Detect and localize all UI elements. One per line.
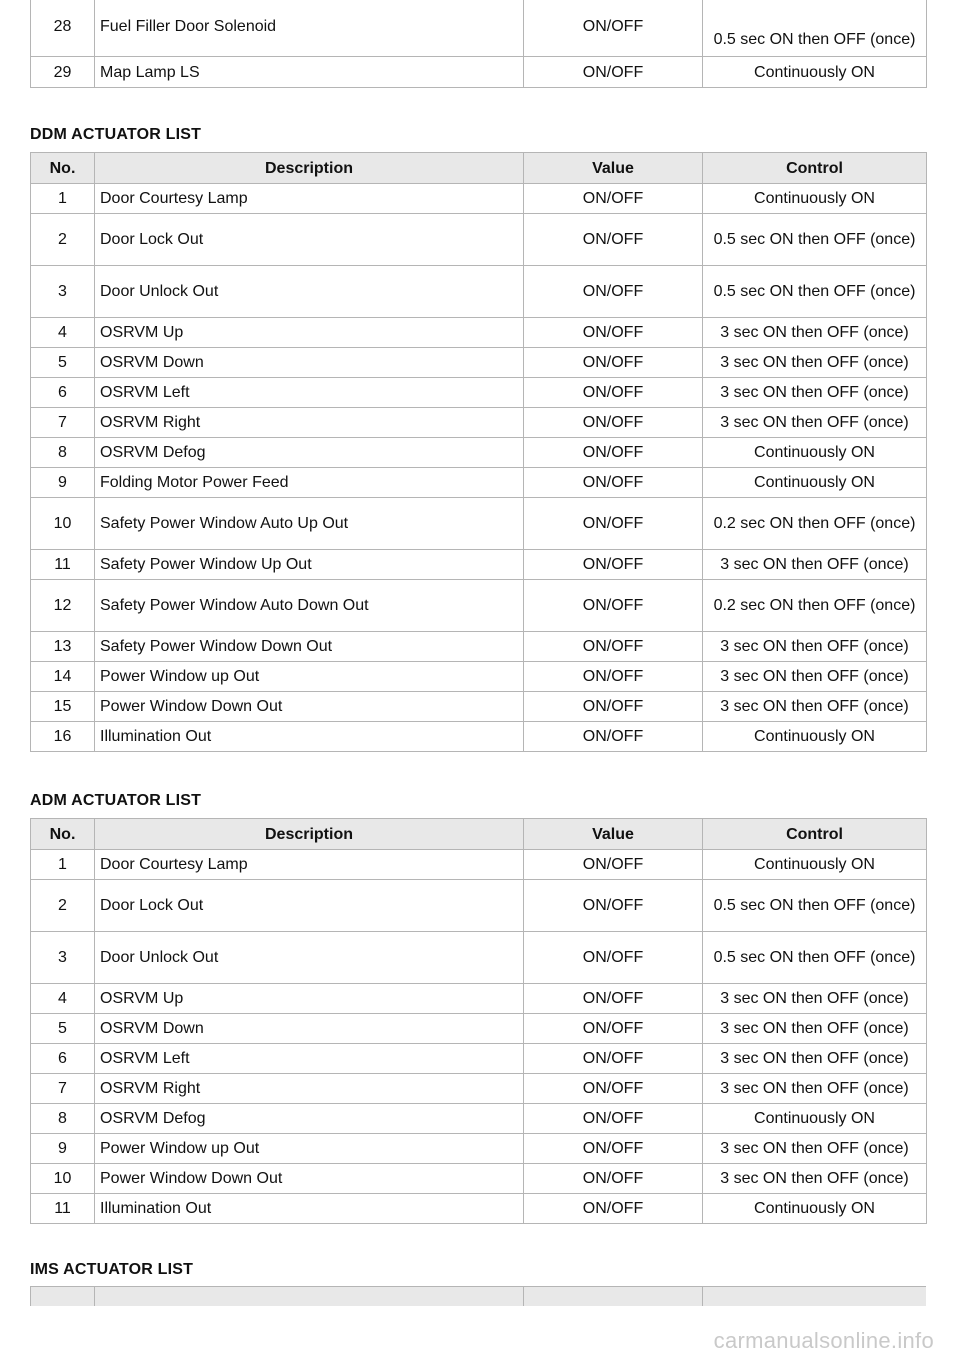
row-value: ON/OFF: [582, 949, 644, 966]
row-description: OSRVM Down: [100, 354, 204, 371]
row-description: Safety Power Window Auto Up Out: [100, 515, 349, 532]
ims-actuator-table: [30, 1286, 926, 1306]
table-row: [31, 850, 927, 880]
row-control: Continuously ON: [754, 444, 875, 461]
header-value: Value: [524, 819, 703, 850]
row-description: Door Courtesy Lamp: [100, 856, 248, 873]
row-control: 3 sec ON then OFF (once): [720, 384, 909, 401]
table-row: [31, 348, 927, 378]
table-header-row: [31, 819, 927, 850]
previous-actuator-table: [30, 0, 927, 88]
row-value: ON/OFF: [582, 556, 644, 573]
row-control: 3 sec ON then OFF (once): [720, 1140, 909, 1157]
row-number: 3: [58, 283, 67, 300]
row-control: 3 sec ON then OFF (once): [720, 1050, 909, 1067]
row-value: ON/OFF: [582, 1200, 644, 1217]
row-value: ON/OFF: [582, 354, 644, 371]
row-description: OSRVM Up: [100, 990, 184, 1007]
row-value: ON/OFF: [582, 990, 644, 1007]
table-row: [31, 57, 927, 88]
ims-table-stub: [30, 1286, 926, 1306]
table-row: [31, 1014, 927, 1044]
row-value: ON/OFF: [582, 324, 644, 341]
row-description: OSRVM Defog: [100, 1110, 206, 1127]
row-description: Power Window Down Out: [100, 1170, 283, 1187]
row-number: 4: [58, 324, 67, 341]
row-number: 8: [58, 444, 67, 461]
row-number: 6: [58, 384, 67, 401]
row-value: ON/OFF: [582, 1080, 644, 1097]
table-row: [31, 984, 927, 1014]
row-description: Illumination Out: [100, 1200, 212, 1217]
row-description: Door Unlock Out: [100, 949, 219, 966]
row-value: ON/OFF: [582, 668, 644, 685]
table-row: [31, 184, 927, 214]
row-value: ON/OFF: [582, 856, 644, 873]
row-control: 0.5 sec ON then OFF (once): [713, 897, 916, 914]
row-control: 3 sec ON then OFF (once): [720, 1020, 909, 1037]
row-number: 5: [58, 354, 67, 371]
row-description: OSRVM Right: [100, 1080, 201, 1097]
table-row: [31, 438, 927, 468]
row-description: OSRVM Defog: [100, 444, 206, 461]
row-control: 3 sec ON then OFF (once): [720, 990, 909, 1007]
row-control: 0.2 sec ON then OFF (once): [713, 597, 916, 614]
row-control: 3 sec ON then OFF (once): [720, 324, 909, 341]
table-row: [31, 662, 927, 692]
row-number: 10: [53, 1170, 72, 1187]
row-value: ON/OFF: [582, 698, 644, 715]
row-number: 5: [58, 1020, 67, 1037]
table-row: [31, 1104, 927, 1134]
row-number: 28: [31, 0, 95, 57]
row-description: OSRVM Down: [100, 1020, 204, 1037]
row-number: 11: [54, 1200, 71, 1217]
row-value: ON/OFF: [582, 384, 644, 401]
table-row: [31, 1044, 927, 1074]
table-row: [31, 318, 927, 348]
table-row: [31, 468, 927, 498]
row-control: 0.5 sec ON then OFF (once): [713, 231, 916, 248]
header-control: Control: [703, 819, 927, 850]
ddm-actuator-table: [30, 152, 927, 752]
row-description: Door Unlock Out: [100, 283, 219, 300]
row-value: ON/OFF: [582, 231, 644, 248]
row-control: 3 sec ON then OFF (once): [720, 668, 909, 685]
adm-table-body: [31, 850, 927, 1224]
table-row: [31, 632, 927, 662]
row-control: Continuously ON: [754, 63, 875, 81]
row-control: 0.2 sec ON then OFF (once): [713, 515, 916, 532]
row-control: 3 sec ON then OFF (once): [720, 1170, 909, 1187]
row-value: ON/OFF: [582, 1170, 644, 1187]
watermark-text: carmanualsonline.info: [713, 1328, 934, 1353]
row-number: 29: [31, 57, 95, 88]
table-row: [31, 1074, 927, 1104]
row-number: 2: [58, 897, 67, 914]
row-control: Continuously ON: [754, 728, 875, 745]
table-row: [31, 0, 927, 57]
row-number: 1: [58, 856, 67, 873]
table-row: [31, 266, 927, 318]
table-row: [31, 880, 927, 932]
row-description: Safety Power Window Up Out: [100, 556, 312, 573]
row-number: 9: [58, 474, 67, 491]
row-control: 0.5 sec ON then OFF (once): [713, 31, 916, 48]
row-control: 3 sec ON then OFF (once): [720, 556, 909, 573]
row-value: ON/OFF: [582, 190, 644, 207]
ddm-section-title: DDM ACTUATOR LIST: [30, 126, 202, 143]
row-number: 8: [58, 1110, 67, 1127]
table-row: [31, 550, 927, 580]
row-description: Power Window Down Out: [100, 698, 283, 715]
row-number: 12: [53, 597, 72, 614]
row-description: Folding Motor Power Feed: [100, 474, 289, 491]
row-value: ON/OFF: [524, 57, 703, 88]
adm-actuator-table: [30, 818, 927, 1224]
header-control: Control: [703, 153, 927, 184]
table-header-row: [31, 153, 927, 184]
header-no: No.: [31, 819, 95, 850]
row-number: 16: [53, 728, 72, 745]
row-control: Continuously ON: [754, 1200, 875, 1217]
table-row: [31, 1194, 927, 1224]
row-description: Power Window up Out: [100, 1140, 260, 1157]
row-control: Continuously ON: [754, 190, 875, 207]
row-control: Continuously ON: [754, 474, 875, 491]
row-description: Door Courtesy Lamp: [100, 190, 248, 207]
row-number: 9: [58, 1140, 67, 1157]
row-value: ON/OFF: [582, 474, 644, 491]
row-number: 15: [53, 698, 72, 715]
adm-section-title: ADM ACTUATOR LIST: [30, 792, 202, 809]
row-number: 6: [58, 1050, 67, 1067]
table-row: [31, 1134, 927, 1164]
row-value: ON/OFF: [582, 597, 644, 614]
table-row: [31, 214, 927, 266]
row-description: Door Lock Out: [100, 231, 204, 248]
row-description: Door Lock Out: [100, 897, 204, 914]
previous-table-clip: [0, 0, 960, 98]
row-number: 10: [53, 515, 72, 532]
row-control: 3 sec ON then OFF (once): [720, 638, 909, 655]
row-value: ON/OFF: [582, 638, 644, 655]
row-description: OSRVM Up: [100, 324, 184, 341]
row-number: 13: [53, 638, 72, 655]
table-row: [31, 722, 927, 752]
row-value: ON/OFF: [582, 1050, 644, 1067]
row-description: Map Lamp LS: [95, 57, 524, 88]
row-number: 4: [58, 990, 67, 1007]
table-row: [31, 692, 927, 722]
header-description: Description: [95, 819, 524, 850]
table-row: [31, 408, 927, 438]
header-value: Value: [524, 153, 703, 184]
row-control: Continuously ON: [754, 1110, 875, 1127]
row-number: 1: [58, 190, 67, 207]
row-value: ON/OFF: [582, 515, 644, 532]
row-control: 0.5 sec ON then OFF (once): [713, 283, 916, 300]
row-value: ON/OFF: [582, 1140, 644, 1157]
row-value: ON/OFF: [524, 0, 703, 57]
row-description: Safety Power Window Down Out: [100, 638, 333, 655]
row-control: Continuously ON: [754, 856, 875, 873]
header-description: Description: [95, 153, 524, 184]
table-row: [31, 580, 927, 632]
row-control: 0.5 sec ON then OFF (once): [713, 949, 916, 966]
row-control: 3 sec ON then OFF (once): [720, 698, 909, 715]
row-description: OSRVM Right: [100, 414, 201, 431]
row-number: 3: [58, 949, 67, 966]
table-row: [31, 498, 927, 550]
header-no: No.: [31, 153, 95, 184]
row-value: ON/OFF: [582, 1020, 644, 1037]
row-description: OSRVM Left: [100, 1050, 190, 1067]
row-value: ON/OFF: [582, 414, 644, 431]
row-description: Safety Power Window Auto Down Out: [100, 597, 369, 614]
row-number: 7: [58, 1080, 67, 1097]
row-number: 11: [54, 556, 71, 573]
row-value: ON/OFF: [582, 444, 644, 461]
row-control: 3 sec ON then OFF (once): [720, 354, 909, 371]
ddm-table-body: [31, 184, 927, 752]
row-number: 14: [53, 668, 72, 685]
row-description: Illumination Out: [100, 728, 212, 745]
table-row: [31, 1164, 927, 1194]
row-value: ON/OFF: [582, 1110, 644, 1127]
row-description: Power Window up Out: [100, 668, 260, 685]
row-description: OSRVM Left: [100, 384, 190, 401]
row-control: 3 sec ON then OFF (once): [720, 1080, 909, 1097]
ims-section-title: IMS ACTUATOR LIST: [30, 1261, 194, 1278]
row-value: ON/OFF: [582, 728, 644, 745]
row-number: 7: [58, 414, 67, 431]
table-row: [31, 932, 927, 984]
row-control: 3 sec ON then OFF (once): [720, 414, 909, 431]
row-value: ON/OFF: [582, 897, 644, 914]
row-value: ON/OFF: [582, 283, 644, 300]
row-number: 2: [58, 231, 67, 248]
row-description: Fuel Filler Door Solenoid: [95, 0, 524, 57]
table-row: [31, 378, 927, 408]
